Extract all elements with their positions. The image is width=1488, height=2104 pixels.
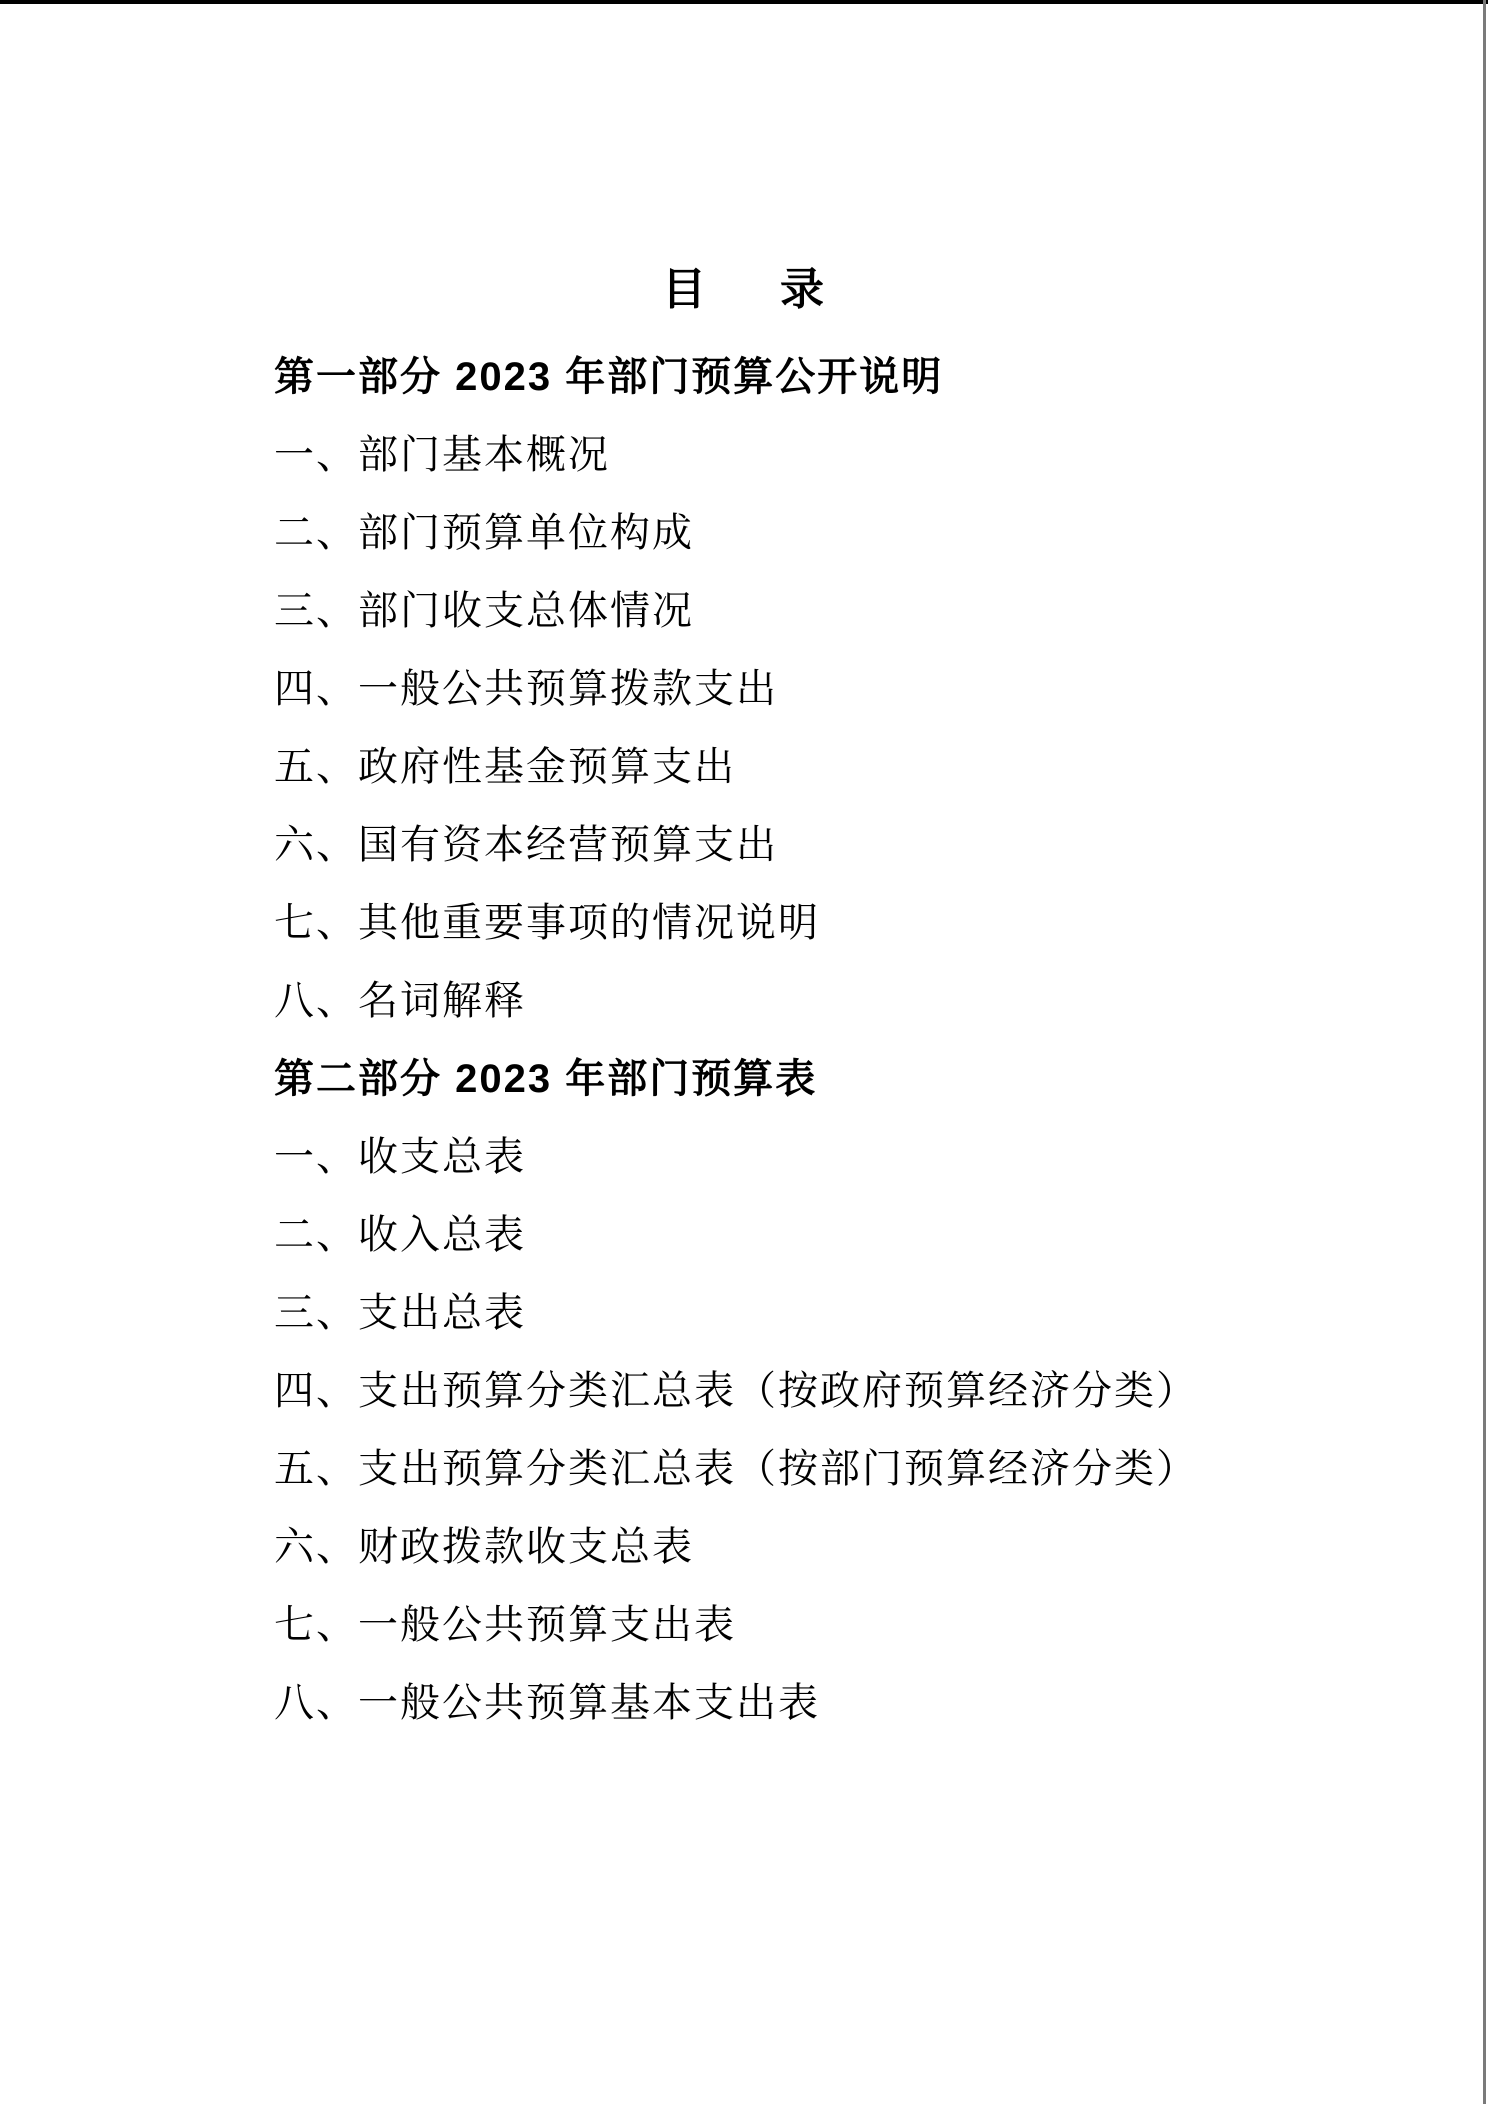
toc-part1-item-1: 一、部门基本概况 xyxy=(274,433,610,477)
toc-part2-item-8: 八、一般公共预算基本支出表 xyxy=(274,1681,820,1725)
toc-part2-item-4: 四、支出预算分类汇总表（按政府预算经济分类） xyxy=(274,1369,1198,1413)
toc-part2-item-6: 六、财政拨款收支总表 xyxy=(274,1525,694,1569)
toc-part2-item-5: 五、支出预算分类汇总表（按部门预算经济分类） xyxy=(274,1447,1198,1491)
toc-part1-item-4: 四、一般公共预算拨款支出 xyxy=(274,667,778,711)
toc-part1-item-2: 二、部门预算单位构成 xyxy=(274,511,694,555)
page-title xyxy=(0,260,1488,320)
toc-part1-item-3: 三、部门收支总体情况 xyxy=(274,589,694,633)
toc-part1-item-6: 六、国有资本经营预算支出 xyxy=(274,823,778,867)
toc-part1-item-5: 五、政府性基金预算支出 xyxy=(274,745,736,789)
page-title-char-right: 录 xyxy=(780,265,826,314)
toc-list xyxy=(0,338,1488,1742)
toc-part1-heading: 第一部分 2023 年部门预算公开说明 xyxy=(274,355,944,399)
toc-part1-item-7: 七、其他重要事项的情况说明 xyxy=(274,901,820,945)
toc-part2-item-2: 二、收入总表 xyxy=(274,1213,526,1257)
toc-part2-heading: 第二部分 2023 年部门预算表 xyxy=(274,1057,818,1101)
toc-part2-item-7: 七、一般公共预算支出表 xyxy=(274,1603,736,1647)
toc-part2-item-1: 一、收支总表 xyxy=(274,1135,526,1179)
toc-part2-item-3: 三、支出总表 xyxy=(274,1291,526,1335)
page-title-char-left: 目 xyxy=(662,265,708,314)
toc-part1-item-8: 八、名词解释 xyxy=(274,979,526,1023)
